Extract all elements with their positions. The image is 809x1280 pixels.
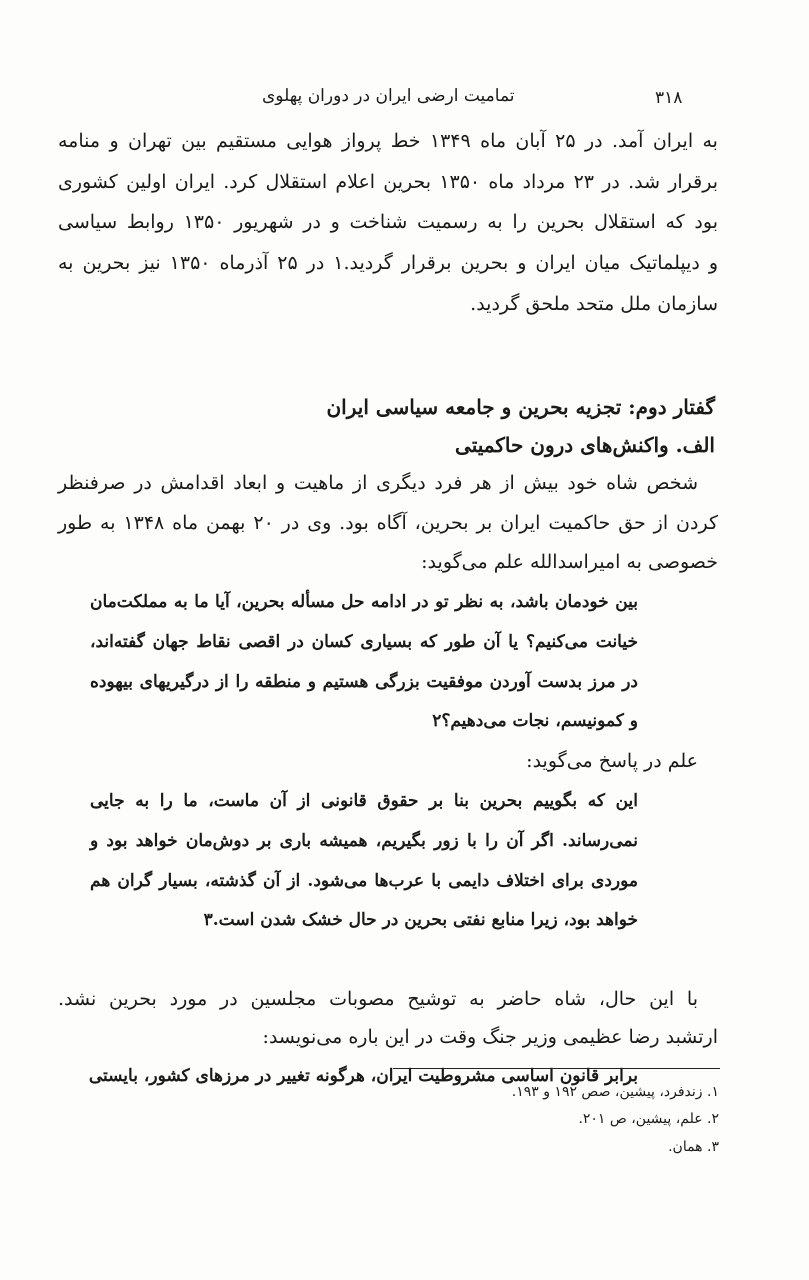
running-title: تمامیت ارضی ایران در دوران پهلوی — [262, 86, 515, 106]
page-number: ۳۱۸ — [655, 88, 683, 108]
text-line: برقرار شد. در ۲۳ مرداد ماه ۱۳۵۰ بحرین اعلام استقلال کرد. ایران اولین کشوری — [58, 171, 719, 193]
quote-line: این که بگوییم بحرین بنا بر حقوق قانونی از آن ماست، ما را به جایی — [90, 791, 638, 811]
quote-line: خواهد بود، زیرا منابع نفتی بحرین در حال خشک شدن است.۳ — [203, 910, 638, 930]
footnote-divider — [393, 1068, 720, 1069]
section-heading: گفتار دوم: تجزیه بحرین و جامعه سیاسی ایران — [326, 395, 715, 419]
text-line: بود که استقلال بحرین را به رسمیت شناخت و در شهریور ۱۳۵۰ روابط سیاسی — [58, 211, 718, 233]
text-line: به ایران آمد. در ۲۵ آبان ماه ۱۳۴۹ خط پرواز هوایی مستقیم بین تهران و منامه — [58, 130, 718, 152]
quote-line: نمی‌رساند. اگر آن را با زور بگیریم، همیشه باری بر دوش‌مان خواهد بود و — [90, 831, 638, 851]
text-line: ارتشبد رضا عظیمی وزیر جنگ وقت در این باره می‌نویسد: — [262, 1026, 718, 1048]
quote-line: در مرز بدست آوردن موفقیت بزرگی هستیم و منطقه را از درگیریهای بیهوده — [90, 672, 638, 692]
text-line: با این حال، شاه حاضر به توشیح مصوبات مجلسین در مورد بحرین نشد. — [58, 988, 698, 1010]
quote-line: خیانت می‌کنیم؟ یا آن طور که بسیاری کسان در اقصی نقاط جهان گفته‌اند، — [90, 632, 638, 652]
footnote: ۱. زندفرد، پیشین، صص ۱۹۲ و ۱۹۳. — [511, 1084, 719, 1100]
footnote: ۳. همان. — [668, 1139, 719, 1155]
subsection-heading: الف. واکنش‌های درون حاکمیتی — [455, 433, 715, 457]
text-line: سازمان ملل متحد ملحق گردید. — [470, 293, 718, 315]
quote-line: برابر قانون اساسی مشروطیت ایران، هرگونه تغییر در مرزهای کشور، بایستی — [88, 1066, 638, 1086]
quote-line: و کمونیسم، نجات می‌دهیم؟۲ — [432, 711, 638, 731]
text-line: کردن از حق حاکمیت ایران بر بحرین، آگاه بود. وی در ۲۰ بهمن ماه ۱۳۴۸ به طور — [58, 512, 718, 534]
text-line: خصوصی به امیراسدالله علم می‌گوید: — [421, 551, 718, 573]
quote-line: موردی برای اختلاف دایمی با عرب‌ها می‌شود. از آن گذشته، بسیار گران هم — [90, 871, 638, 891]
text-line: و دیپلماتیک میان ایران و بحرین برقرار گردید.۱ در ۲۵ آذرماه ۱۳۵۰ نیز بحرین به — [58, 252, 718, 274]
text-line: شخص شاه خود بیش از هر فرد دیگری از ماهیت و ابعاد اقدامش در صرفنظر — [58, 472, 698, 494]
footnote: ۲. علم، پیشین، ص ۲۰۱. — [578, 1111, 719, 1127]
text-line: علم در پاسخ می‌گوید: — [526, 750, 698, 772]
quote-line: بین خودمان باشد، به نظر تو در ادامه حل مسأله بحرین، آیا ما به مملکت‌مان — [90, 592, 638, 612]
